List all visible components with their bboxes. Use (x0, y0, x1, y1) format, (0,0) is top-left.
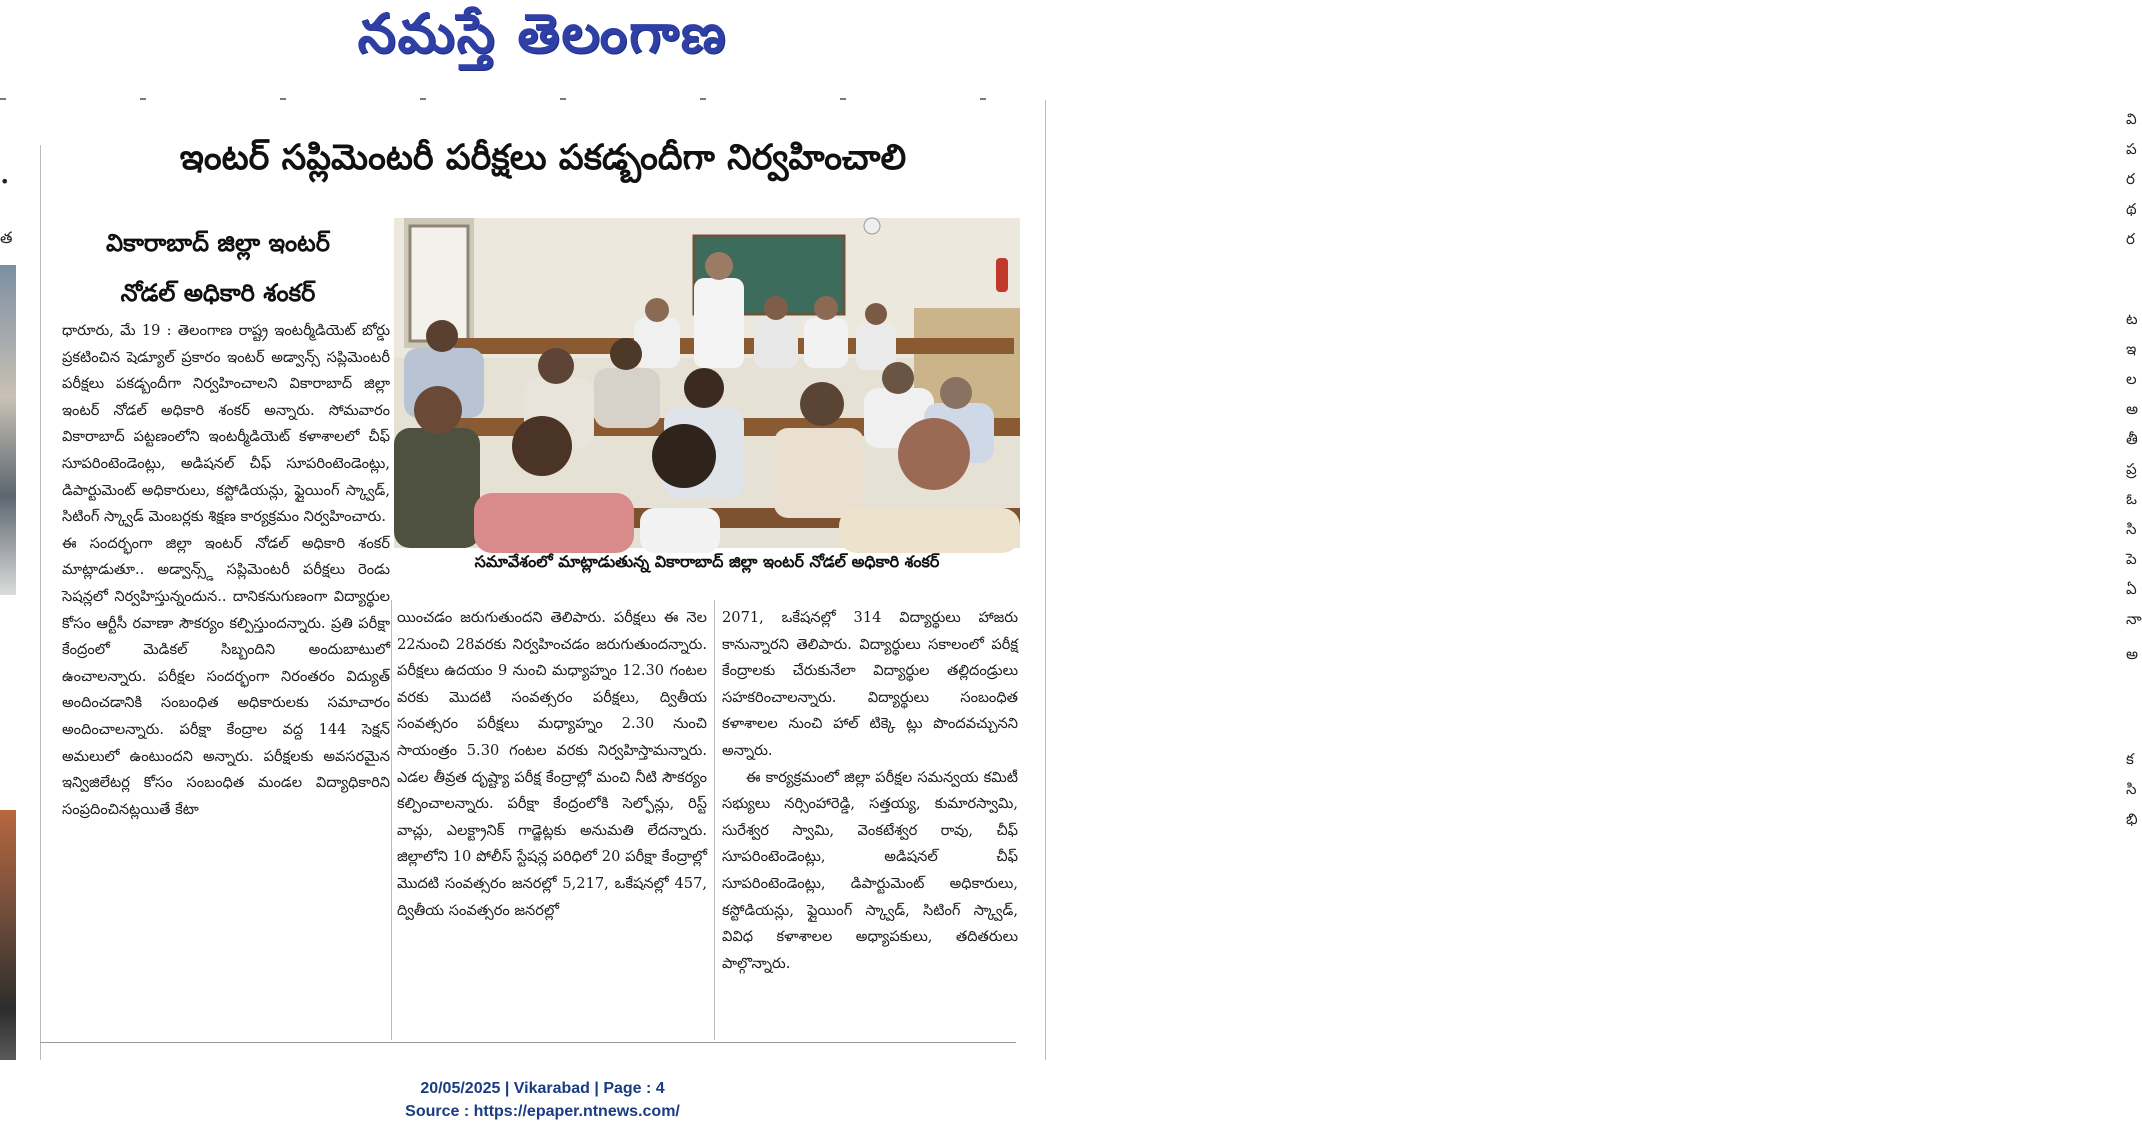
right-fragment-text: వి (2126, 110, 2137, 128)
top-rule (0, 98, 1085, 100)
bottom-rule (40, 1042, 1016, 1043)
article-column-1 (62, 318, 390, 823)
article-column-3 (722, 605, 1018, 977)
meeting-photo-illustration (394, 218, 1020, 548)
left-fragment-text: • (0, 172, 10, 191)
edition-info: 20/05/2025 | Vikarabad | Page : 4 (420, 1080, 665, 1097)
right-fragment-text: ర (2126, 170, 2135, 188)
article-paragraph: ధారూరు, మే 19 : తెలంగాణ రాష్ట్ర ఇంటర్మీడియెట్ బోర్డు ప్రకటించిన షెడ్యూల్ ప్రకారం ఇంటర్ అడ్వాన్స్ సప్లిమెంటరీ పరీక్షలు పకడ్బందీగా నిర్వహించాలని వికారాబాద్ జిల్లా ఇంటర్ నోడల్ అధికారి శంకర్ అన్నారు. సోమవారం వికారాబాద్ పట్టణంలోని ఇంటర్మీడియెట్ కళాశాలలో చీఫ్ సూపరింటెండెంట్లు, అడిషనల్ చీఫ్ సూపరింటెండెంట్లు, డిపార్టుమెంట్ అధికారులు, కస్టోడియన్లు, ఫ్లైయింగ్ స్క్వాడ్, సిటింగ్ స్క్వాడ్ మెంబర్లకు శిక్షణ కార్యక్రమం నిర్వహించారు. (62, 322, 390, 526)
photo-caption: సమావేశంలో మాట్లాడుతున్న వికారాబాద్ జిల్లా ఇంటర్ నోడల్ అధికారి శంకర్ (474, 552, 940, 571)
right-fragment-text: ర (2126, 230, 2135, 248)
article-paragraph: ఈ కార్యక్రమంలో జిల్లా పరీక్షల సమన్వయ కమిటీ సభ్యులు నర్సింహారెడ్డి, సత్తయ్య, కుమారస్వామి, సురేశ్వర స్వామి, వెంకటేశ్వర రావు, చీఫ్ సూపరింటెండెంట్లు, అడిషనల్ చీఫ్ సూపరింటెండెంట్లు, డిపార్టుమెంట్ అధికారులు, కస్టోడియన్లు, ఫ్లైయింగ్ స్క్వాడ్, సిటింగ్ స్క్వాడ్, వివిధ కళాశాలల అధ్యాపకులు, తదితరులు పాల్గొన్నారు. (722, 768, 1018, 972)
column-divider (1045, 100, 1046, 1060)
article-paragraph: 2071, ఒకేషనల్లో 314 విద్యార్థులు హాజరు కానున్నారని తెలిపారు. విద్యార్థులు సకాలంలో పరీక్ష కేంద్రాలకు చేరుకునేలా విద్యార్థుల తల్లిదండ్రులు సహకరించాలన్నారు. విద్యార్థులు సంబంధిత కళాశాలల నుంచి హాల్ టిక్కె ట్లు పొందవచ్చునని అన్నారు. (722, 609, 1018, 759)
source-link[interactable]: Source : https://epaper.ntnews.com/ (405, 1103, 680, 1120)
right-fragment-text: అ (2126, 645, 2139, 663)
article-paragraph: యించడం జరుగుతుందని తెలిపారు. పరీక్షలు ఈ నెల 22నుంచి 28వరకు నిర్వహించడం జరుగుతుందన్నారు. పరీక్షలు ఉదయం 9 నుంచి మధ్యాహ్నం 12.30 గంటల వరకు మొదటి సంవత్సరం పరీక్షలు, ద్వితీయ సంవత్సరం పరీక్షలు మధ్యాహ్నం 2.30 నుంచి సాయంత్రం 5.30 గంటల వరకు నిర్వహిస్తామన్నారు. ఎడల తీవ్రత దృష్ట్యా పరీక్ష కేంద్రాల్లో మంచి నీటి సౌకర్యం కల్పించాలన్నారు. పరీక్షా కేంద్రంలోకి సెల్ఫోన్లు, రిస్ట్ వాచ్లు, ఎలక్ట్రానిక్ గాడ్జెట్లకు అనుమతి లేదన్నారు. జిల్లాలోని 10 పోలీస్ స్టేషన్ల పరిధిలో 20 పరీక్షా కేంద్రాల్లో మొదటి సంవత్సరం జనరల్లో 5,217, ఒకేషనల్లో 457, ద్వితీయ సంవత్సరం జనరల్లో (397, 609, 707, 919)
right-fragment-text: తీ (2126, 430, 2138, 448)
right-fragment-text: ఇ (2126, 340, 2137, 358)
right-fragment-text: పె (2126, 550, 2137, 568)
newspaper-logo: నమస్తే తెలంగాణ (357, 1, 728, 65)
right-fragment-text: సి (2126, 520, 2137, 538)
right-fragment-text: క (2126, 750, 2134, 768)
right-fragment-text: థ (2126, 200, 2137, 218)
article-headline: ఇంటర్ సప్లిమెంటరీ పరీక్షలు పకడ్బందీగా నిర్వహించాలి (179, 138, 907, 178)
right-fragment-text: ప (2126, 140, 2137, 158)
right-fragment-text: ప్ర (2126, 460, 2137, 478)
right-fragment-text: ల (2126, 370, 2137, 388)
subhead-line: నోడల్ అధికారి శంకర్ (120, 279, 316, 307)
left-adjacent-photo (0, 265, 16, 595)
masthead (0, 0, 1085, 80)
right-fragment-text: భి (2126, 810, 2138, 828)
column-divider (714, 600, 715, 1040)
subhead-line: వికారాబాద్ జిల్లా ఇంటర్ (106, 229, 330, 257)
right-fragment-text: సి (2126, 780, 2137, 798)
right-fragment-text: ఓ (2126, 490, 2137, 508)
left-fragment-text: త (0, 228, 13, 247)
right-adjacent-article (1060, 100, 2142, 1060)
article-column-2 (397, 605, 707, 924)
right-fragment-text: ఏ (2126, 580, 2137, 598)
article-subhead (48, 218, 388, 318)
column-divider (40, 145, 41, 1060)
article-photo (394, 218, 1020, 548)
right-fragment-text: నా (2126, 610, 2142, 628)
article-paragraph: ఈ సందర్భంగా జిల్లా ఇంటర్ నోడల్ అధికారి శంకర్ మాట్లాడుతూ.. అడ్వాన్స్డ్ సప్లిమెంటరీ పరీక్షలు రెండు సెషన్లలో నిర్వహిస్తున్నందున.. దానికనుగుణంగా విద్యార్థుల కోసం ఆర్టీసీ రవాణా సౌకర్యం కల్పిస్తుందన్నారు. ప్రతి పరీక్షా కేంద్రంలో మెడికల్ సిబ్బందిని అందుబాటులో ఉంచాలన్నారు. పరీక్షల సందర్భంగా నిరంతరం విద్యుత్ అందించడానికి సంబంధిత అధికారులకు సమాచారం అందించాలన్నారు. పరీక్షా కేంద్రాల వద్ద 144 సెక్షన్ అమలులో ఉంటుందని అన్నారు. పరీక్షలకు అవసరమైన ఇన్విజిలేటర్ల కోసం సంబంధిత మండల విద్యాధికారిని సంప్రదించినట్లయితే కేటా (62, 534, 390, 818)
right-fragment-text: అ (2126, 400, 2139, 418)
column-divider (391, 600, 392, 1040)
right-fragment-text: ట (2126, 310, 2138, 328)
left-adjacent-photo (0, 810, 16, 1060)
